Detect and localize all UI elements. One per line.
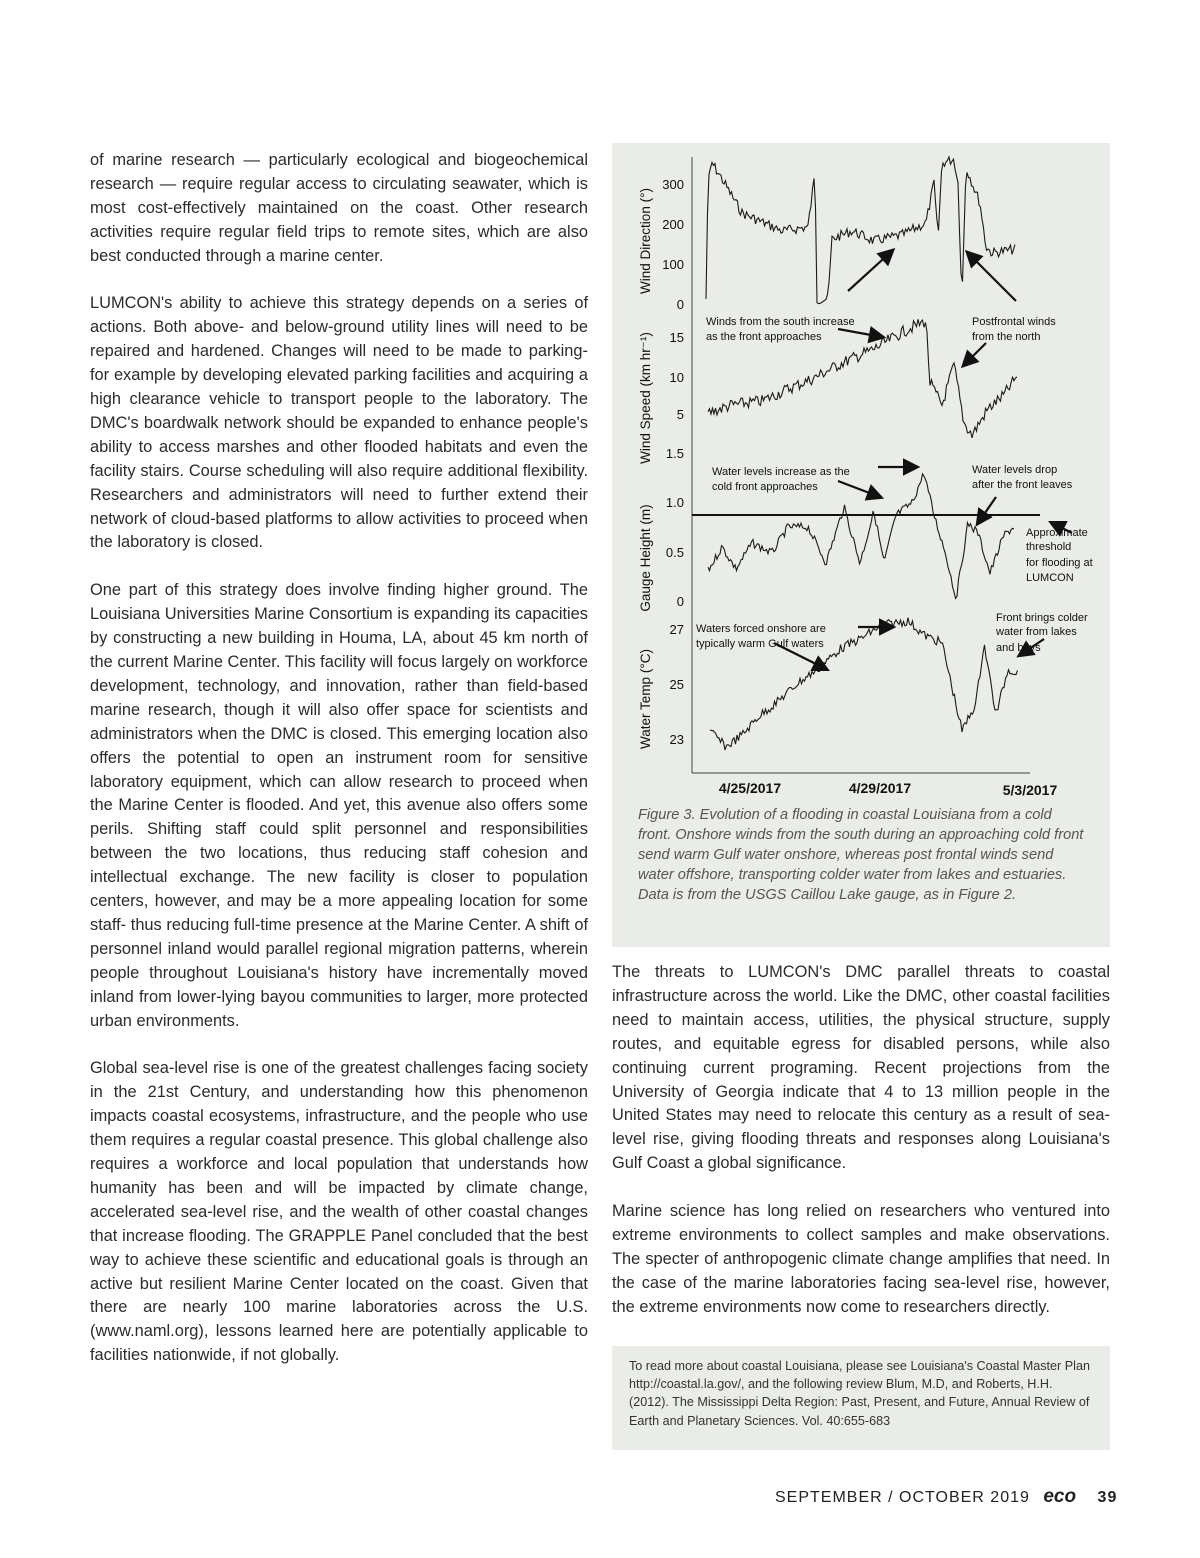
arrow xyxy=(978,497,996,523)
paragraph: The threats to LUMCON's DMC parallel threats to coastal infrastructure across the world. Like the DMC, other coastal facilities need to maintain access, utilities, the physical structure, supply routes, and equitable egress for disabled persons, while also continuing current programing. Recent projections from the University of Georgia indicate that 4 to 13 million people in the United States may need to relocate this century as a result of sea-level rise, giving flooding threats and responses along Louisiana's Gulf Coast a global significance. xyxy=(612,963,1110,1173)
arrow xyxy=(838,329,882,337)
x-tick-label: 5/3/2017 xyxy=(1002,782,1058,798)
page-footer xyxy=(775,1486,1117,1510)
annotation-postfrontal-winds: Postfrontal winds from the north xyxy=(972,316,1056,343)
y-tick-label: 1.5 xyxy=(665,446,684,461)
paragraph: One part of this strategy does involve finding higher ground. The Louisiana Universities Marine Consortium is expanding its capacities by constructing a new building in Houma, LA, about 45 km north of the current Marine Center. This facility will focus largely on workforce development, technology, and innovation, rather than field-based marine research, though it will also offer space for scientists and administrators when the DMC is closed. This emerging location also offers the potential to open an instrument room for sensitive laboratory equipment, which can allow research to proceed when the Marine Center is flooded. And yet, this avenue also offers some perils. Shifting staff could split personnel and responsibilities between the two locations, thus reducing staff cohesion and intellectual exchange. The new facility is closer to population centers, however, and may be a more appealing location for some staff- thus reducing full-time presence at the Marine Center. A shift of personnel inland would parallel regional migration patterns, wherein people throughout Louisiana's history have incrementally moved inland from lower-lying bayou communities to larger, more protected urban environments. xyxy=(90,581,588,1030)
y-axis-label: Water Temp (°C) xyxy=(638,649,653,749)
y-axis-label: Wind Speed (km hr⁻¹) xyxy=(638,332,653,464)
y-tick-label: 300 xyxy=(662,177,684,192)
page-number: 39 xyxy=(1097,1489,1118,1506)
arrow xyxy=(848,251,892,291)
y-axis-label: Wind Direction (°) xyxy=(638,188,653,294)
right-text-column xyxy=(612,961,1110,1343)
magazine-logo: eco xyxy=(1043,1486,1077,1507)
figure-3 xyxy=(612,143,1110,947)
issue-date: SEPTEMBER / OCTOBER 2019 xyxy=(775,1489,1030,1506)
annotation-warm-gulf: Waters forced onshore are typically warm Gulf waters xyxy=(696,623,826,650)
y-tick-label: 200 xyxy=(662,217,684,232)
annotation-water-increase: Water levels increase as the cold front approaches xyxy=(712,466,850,493)
y-tick-label: 0 xyxy=(676,297,684,312)
x-tick-label: 4/25/2017 xyxy=(718,780,782,796)
y-tick-label: 23 xyxy=(669,732,684,747)
wind-direction-series xyxy=(706,157,1015,304)
paragraph: LUMCON's ability to achieve this strategy depends on a series of actions. Both above- and below-ground utility lines will need to be repaired and hardened. Changes will need to be made to parking- for example by developing elevated parking facilities and acquiring a high clearance vehicle to transport people to the laboratory. The DMC's boardwalk network should be expanded to enhance people's ability to access marshes and other flooded habitats and even the facility stairs. Course scheduling will also require additional flexibility. Researchers and administrators will need to further extend their network of cloud-based platforms to allow activities to proceed when the laboratory is closed. xyxy=(90,294,588,552)
y-tick-label: 15 xyxy=(669,330,684,345)
annotation-colder-water: Front brings colder water from lakes and bays xyxy=(996,612,1088,654)
left-text-column xyxy=(90,149,588,1392)
figure-caption: Figure 3. Evolution of a flooding in coastal Louisiana from a cold front. Onshore winds from the south during an approaching cold front send warm Gulf water onshore, whereas post frontal winds send water offshore, transporting colder water from lakes and estuaries. Data is from the USGS Caillou Lake gauge, as in Figure 2. xyxy=(638,807,1084,903)
arrow xyxy=(838,481,880,497)
arrow xyxy=(964,343,986,365)
arrow-group xyxy=(774,251,1072,669)
x-tick-label: 4/29/2017 xyxy=(848,780,912,796)
time-series-figure xyxy=(612,143,1110,803)
y-tick-label: 1.0 xyxy=(665,495,684,510)
y-axis-label: Gauge Height (m) xyxy=(638,504,653,612)
further-reading-box: To read more about coastal Louisiana, please see Louisiana's Coastal Master Plan http://coastal.la.gov/, and the following review Blum, M.D, and Roberts, H.H. (2012). The Mississippi Delta Region: Past, Present, and Future, Annual Review of Earth and Planetary Sciences. Vol. 40:655-683 xyxy=(612,1346,1110,1450)
annotation-winds-increase: Winds from the south increase as the front approaches xyxy=(706,316,855,343)
arrow xyxy=(968,253,1016,301)
y-tick-label: 27 xyxy=(669,622,684,637)
y-tick-label: 25 xyxy=(669,677,684,692)
y-tick-label: 10 xyxy=(669,370,684,385)
annotation-water-drop: Water levels drop after the front leaves xyxy=(972,464,1073,491)
paragraph: Marine science has long relied on researchers who ventured into extreme environments to collect samples and make observations. The specter of anthropogenic climate change amplifies that need. In the case of the marine laboratories facing sea-level rise, however, the extreme environments now come to researchers directly. xyxy=(612,1202,1110,1316)
y-tick-label: 100 xyxy=(662,257,684,272)
y-tick-label: 0.5 xyxy=(665,545,684,560)
paragraph: of marine research — particularly ecological and biogeochemical research — require regular access to circulating seawater, which is most cost-effectively maintained on the coast. Other research activities require regular field trips to remote sites, which are also best conducted through a marine center. xyxy=(90,151,588,265)
y-tick-label: 0 xyxy=(676,594,684,609)
y-tick-label: 5 xyxy=(676,407,684,422)
annotation-flood-threshold: Approximate threshold for flooding at LUMCON xyxy=(1026,527,1093,584)
paragraph: Global sea-level rise is one of the greatest challenges facing society in the 21st Century, and understanding how this phenomenon impacts coastal ecosystems, infrastructure, and the people who use them requires a regular coastal presence. This global challenge also requires a workforce and local population that understands how humanity has been and will be impacted by climate change, accelerated sea-level rise, and the wealth of other coastal changes that increase flooding. The GRAPPLE Panel concluded that the best way to achieve these scientific and educational goals is through an active but resilient Marine Center located on the coast. Given that there are nearly 100 marine laboratories across the U.S. (www.naml.org), lessons learned here are potentially applicable to facilities nationwide, if not globally. xyxy=(90,1059,588,1365)
